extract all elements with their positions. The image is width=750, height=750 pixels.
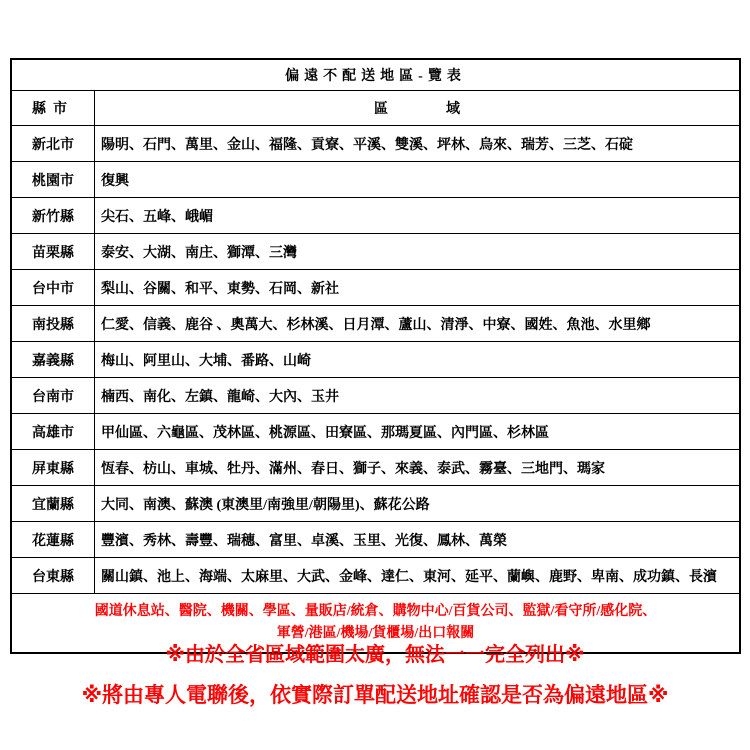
title-row bbox=[11, 59, 740, 91]
county-cell: 台東縣 bbox=[11, 558, 95, 594]
region-header-label: 區域 bbox=[374, 102, 518, 117]
regions-cell: 陽明、石門、萬里、金山、福隆、貢寮、平溪、雙溪、坪林、烏來、瑞芳、三芝、石碇 bbox=[95, 126, 741, 162]
restricted-note-line-2: 軍營/港區/機場/貨櫃場/出口報關 bbox=[276, 626, 475, 641]
table-row bbox=[11, 414, 740, 450]
regions-cell: 梅山、阿里山、大埔、番路、山崎 bbox=[95, 342, 741, 378]
county-cell: 台中市 bbox=[11, 270, 95, 306]
county-cell: 新竹縣 bbox=[11, 198, 95, 234]
regions-cell: 豐濱、秀林、壽豐、瑞穗、富里、卓溪、玉里、光復、鳳林、萬榮 bbox=[95, 522, 741, 558]
footer-note-coverage: ※由於全省區域範圍太廣，無法一一完全列出※ bbox=[165, 644, 585, 666]
county-cell: 苗栗縣 bbox=[11, 234, 95, 270]
county-cell: 高雄市 bbox=[11, 414, 95, 450]
county-cell: 宜蘭縣 bbox=[11, 486, 95, 522]
county-cell: 屏東縣 bbox=[11, 450, 95, 486]
county-cell: 嘉義縣 bbox=[11, 342, 95, 378]
table-row bbox=[11, 342, 740, 378]
county-cell: 台南市 bbox=[11, 378, 95, 414]
table-row bbox=[11, 450, 740, 486]
regions-cell: 楠西、南化、左鎮、龍崎、大內、玉井 bbox=[95, 378, 741, 414]
regions-cell: 恆春、枋山、車城、牡丹、滿州、春日、獅子、來義、泰武、霧臺、三地門、瑪家 bbox=[95, 450, 741, 486]
table-row bbox=[11, 522, 740, 558]
county-cell: 桃園市 bbox=[11, 162, 95, 198]
table-row bbox=[11, 378, 740, 414]
restricted-note-line-1: 國道休息站、醫院、機關、學區、量販店/統倉、購物中心/百貨公司、監獄/看守所/感化院、 bbox=[94, 603, 657, 619]
regions-cell: 復興 bbox=[95, 162, 741, 198]
regions-cell: 泰安、大湖、南庄、獅潭、三灣 bbox=[95, 234, 741, 270]
region-column-header bbox=[95, 91, 741, 126]
regions-cell: 梨山、谷關、和平、東勢、石岡、新社 bbox=[95, 270, 741, 306]
header-row bbox=[11, 91, 740, 126]
county-cell: 南投縣 bbox=[11, 306, 95, 342]
table-row bbox=[11, 306, 740, 342]
regions-cell: 仁愛、信義、鹿谷 、奧萬大、杉林溪、日月潭、蘆山、清淨、中寮、國姓、魚池、水里鄉 bbox=[95, 306, 741, 342]
county-cell: 新北市 bbox=[11, 126, 95, 162]
table-row bbox=[11, 198, 740, 234]
footer-note-confirmation: ※將由專人電聯後，依實際訂單配送地址確認是否為偏遠地區※ bbox=[81, 684, 669, 707]
county-column-header: 縣市 bbox=[11, 91, 95, 126]
table-row bbox=[11, 558, 740, 594]
regions-cell: 尖石、五峰、峨嵋 bbox=[95, 198, 741, 234]
table-title: 偏遠不配送地區-覽表 bbox=[11, 59, 740, 91]
regions-cell: 大同、南澳、蘇澳 (東澳里/南強里/朝陽里)、蘇花公路 bbox=[95, 486, 741, 522]
table-row bbox=[11, 486, 740, 522]
no-delivery-area-table bbox=[10, 58, 741, 654]
table-row bbox=[11, 270, 740, 306]
regions-cell: 關山鎮、池上、海端、太麻里、大武、金峰、達仁、東河、延平、蘭嶼、鹿野、卑南、成功鎮、長濱 bbox=[95, 558, 741, 594]
county-cell: 花蓮縣 bbox=[11, 522, 95, 558]
regions-cell: 甲仙區、六龜區、茂林區、桃源區、田寮區、那瑪夏區、內門區、杉林區 bbox=[95, 414, 741, 450]
table-row bbox=[11, 234, 740, 270]
table-row bbox=[11, 126, 740, 162]
table-row bbox=[11, 162, 740, 198]
